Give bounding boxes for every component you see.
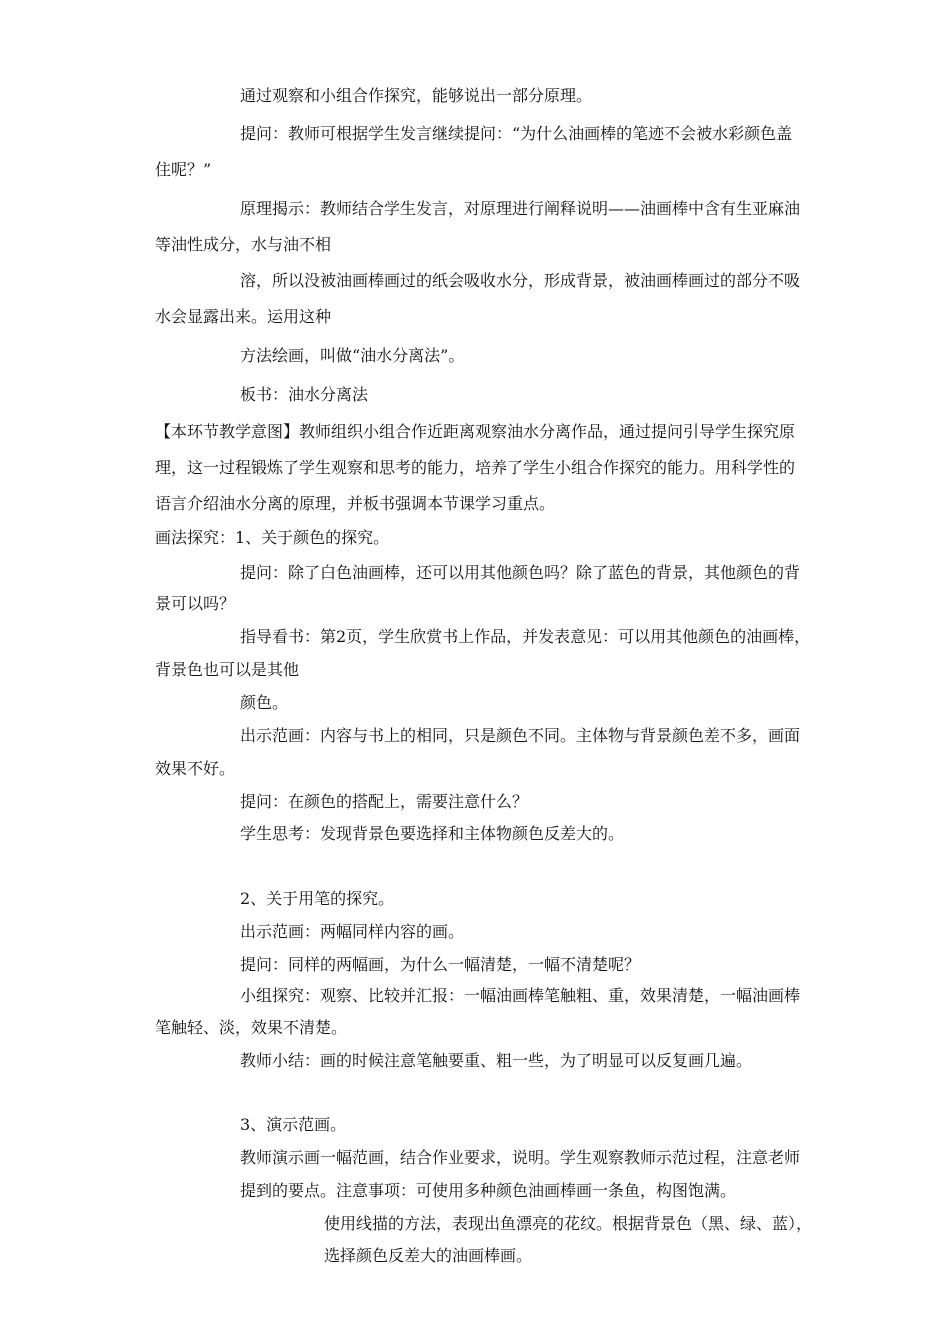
paragraph-line: 出示范画：两幅同样内容的画。 [240,922,465,941]
paragraph-line: 指导看书：第2页，学生欣赏书上作品，并发表意见：可以用其他颜色的油画棒， [240,627,811,646]
paragraph-line: 提问：教师可根据学生发言继续提问：“为什么油画棒的笔迹不会被水彩颜色盖 [240,124,793,143]
paragraph-line: 板书：油水分离法 [240,385,369,404]
paragraph-line: 通过观察和小组合作探究，能够说出一部分原理。 [240,86,593,105]
paragraph-line: 住呢？” [155,160,212,179]
paragraph-line: 方法绘画，叫做“油水分离法”。 [240,346,465,365]
paragraph-line: 教师演示画一幅范画，结合作业要求，说明。学生观察教师示范过程，注意老师 [240,1148,801,1167]
paragraph-line: 提到的要点。注意事项：可使用多种颜色油画棒画一条鱼，构图饱满。 [240,1181,737,1200]
paragraph-line: 笔触轻、淡，效果不清楚。 [155,1018,348,1037]
paragraph-line: 选择颜色反差大的油画棒画。 [324,1246,533,1265]
paragraph-line: 景可以吗？ [155,594,236,613]
paragraph-line: 使用线描的方法，表现出鱼漂亮的花纹。根据背景色（黑、绿、蓝）， [324,1214,813,1233]
paragraph-line: 溶，所以没被油画棒画过的纸会吸收水分，形成背景，被油画棒画过的部分不吸 [240,271,801,290]
paragraph-line: 学生思考：发现背景色要选择和主体物颜色反差大的。 [240,824,625,843]
paragraph-line: 3、演示范画。 [240,1115,347,1134]
paragraph-line: 2、关于用笔的探究。 [240,889,395,908]
paragraph-line: 原理揭示：教师结合学生发言，对原理进行阐释说明——油画棒中含有生亚麻油 [240,199,801,218]
paragraph-line: 【本环节教学意图】教师组织小组合作近距离观察油水分离作品，通过提问引导学生探究原 [155,422,796,441]
paragraph-line: 提问：除了白色油画棒，还可以用其他颜色吗？除了蓝色的背景，其他颜色的背 [240,563,801,582]
paragraph-line: 小组探究：观察、比较并汇报：一幅油画棒笔触粗、重，效果清楚，一幅油画棒 [240,986,801,1005]
paragraph-line: 颜色。 [240,693,289,712]
paragraph-line: 背景色也可以是其他 [155,660,300,679]
paragraph-line: 教师小结：画的时候注意笔触要重、粗一些，为了明显可以反复画几遍。 [240,1051,753,1070]
paragraph-line: 理，这一过程锻炼了学生观察和思考的能力，培养了学生小组合作探究的能力。用科学性的 [155,458,796,477]
paragraph-line: 提问：在颜色的搭配上，需要注意什么？ [240,792,529,811]
paragraph-line: 语言介绍油水分离的原理，并板书强调本节课学习重点。 [155,494,556,513]
paragraph-line: 效果不好。 [155,759,236,778]
paragraph-line: 提问：同样的两幅画，为什么一幅清楚，一幅不清楚呢？ [240,955,641,974]
paragraph-line: 出示范画：内容与书上的相同，只是颜色不同。主体物与背景颜色差不多，画面 [240,726,801,745]
paragraph-line: 等油性成分，水与油不相 [155,235,332,254]
paragraph-line: 水会显露出来。运用这种 [155,307,332,326]
paragraph-line: 画法探究：1、关于颜色的探究。 [155,528,390,547]
